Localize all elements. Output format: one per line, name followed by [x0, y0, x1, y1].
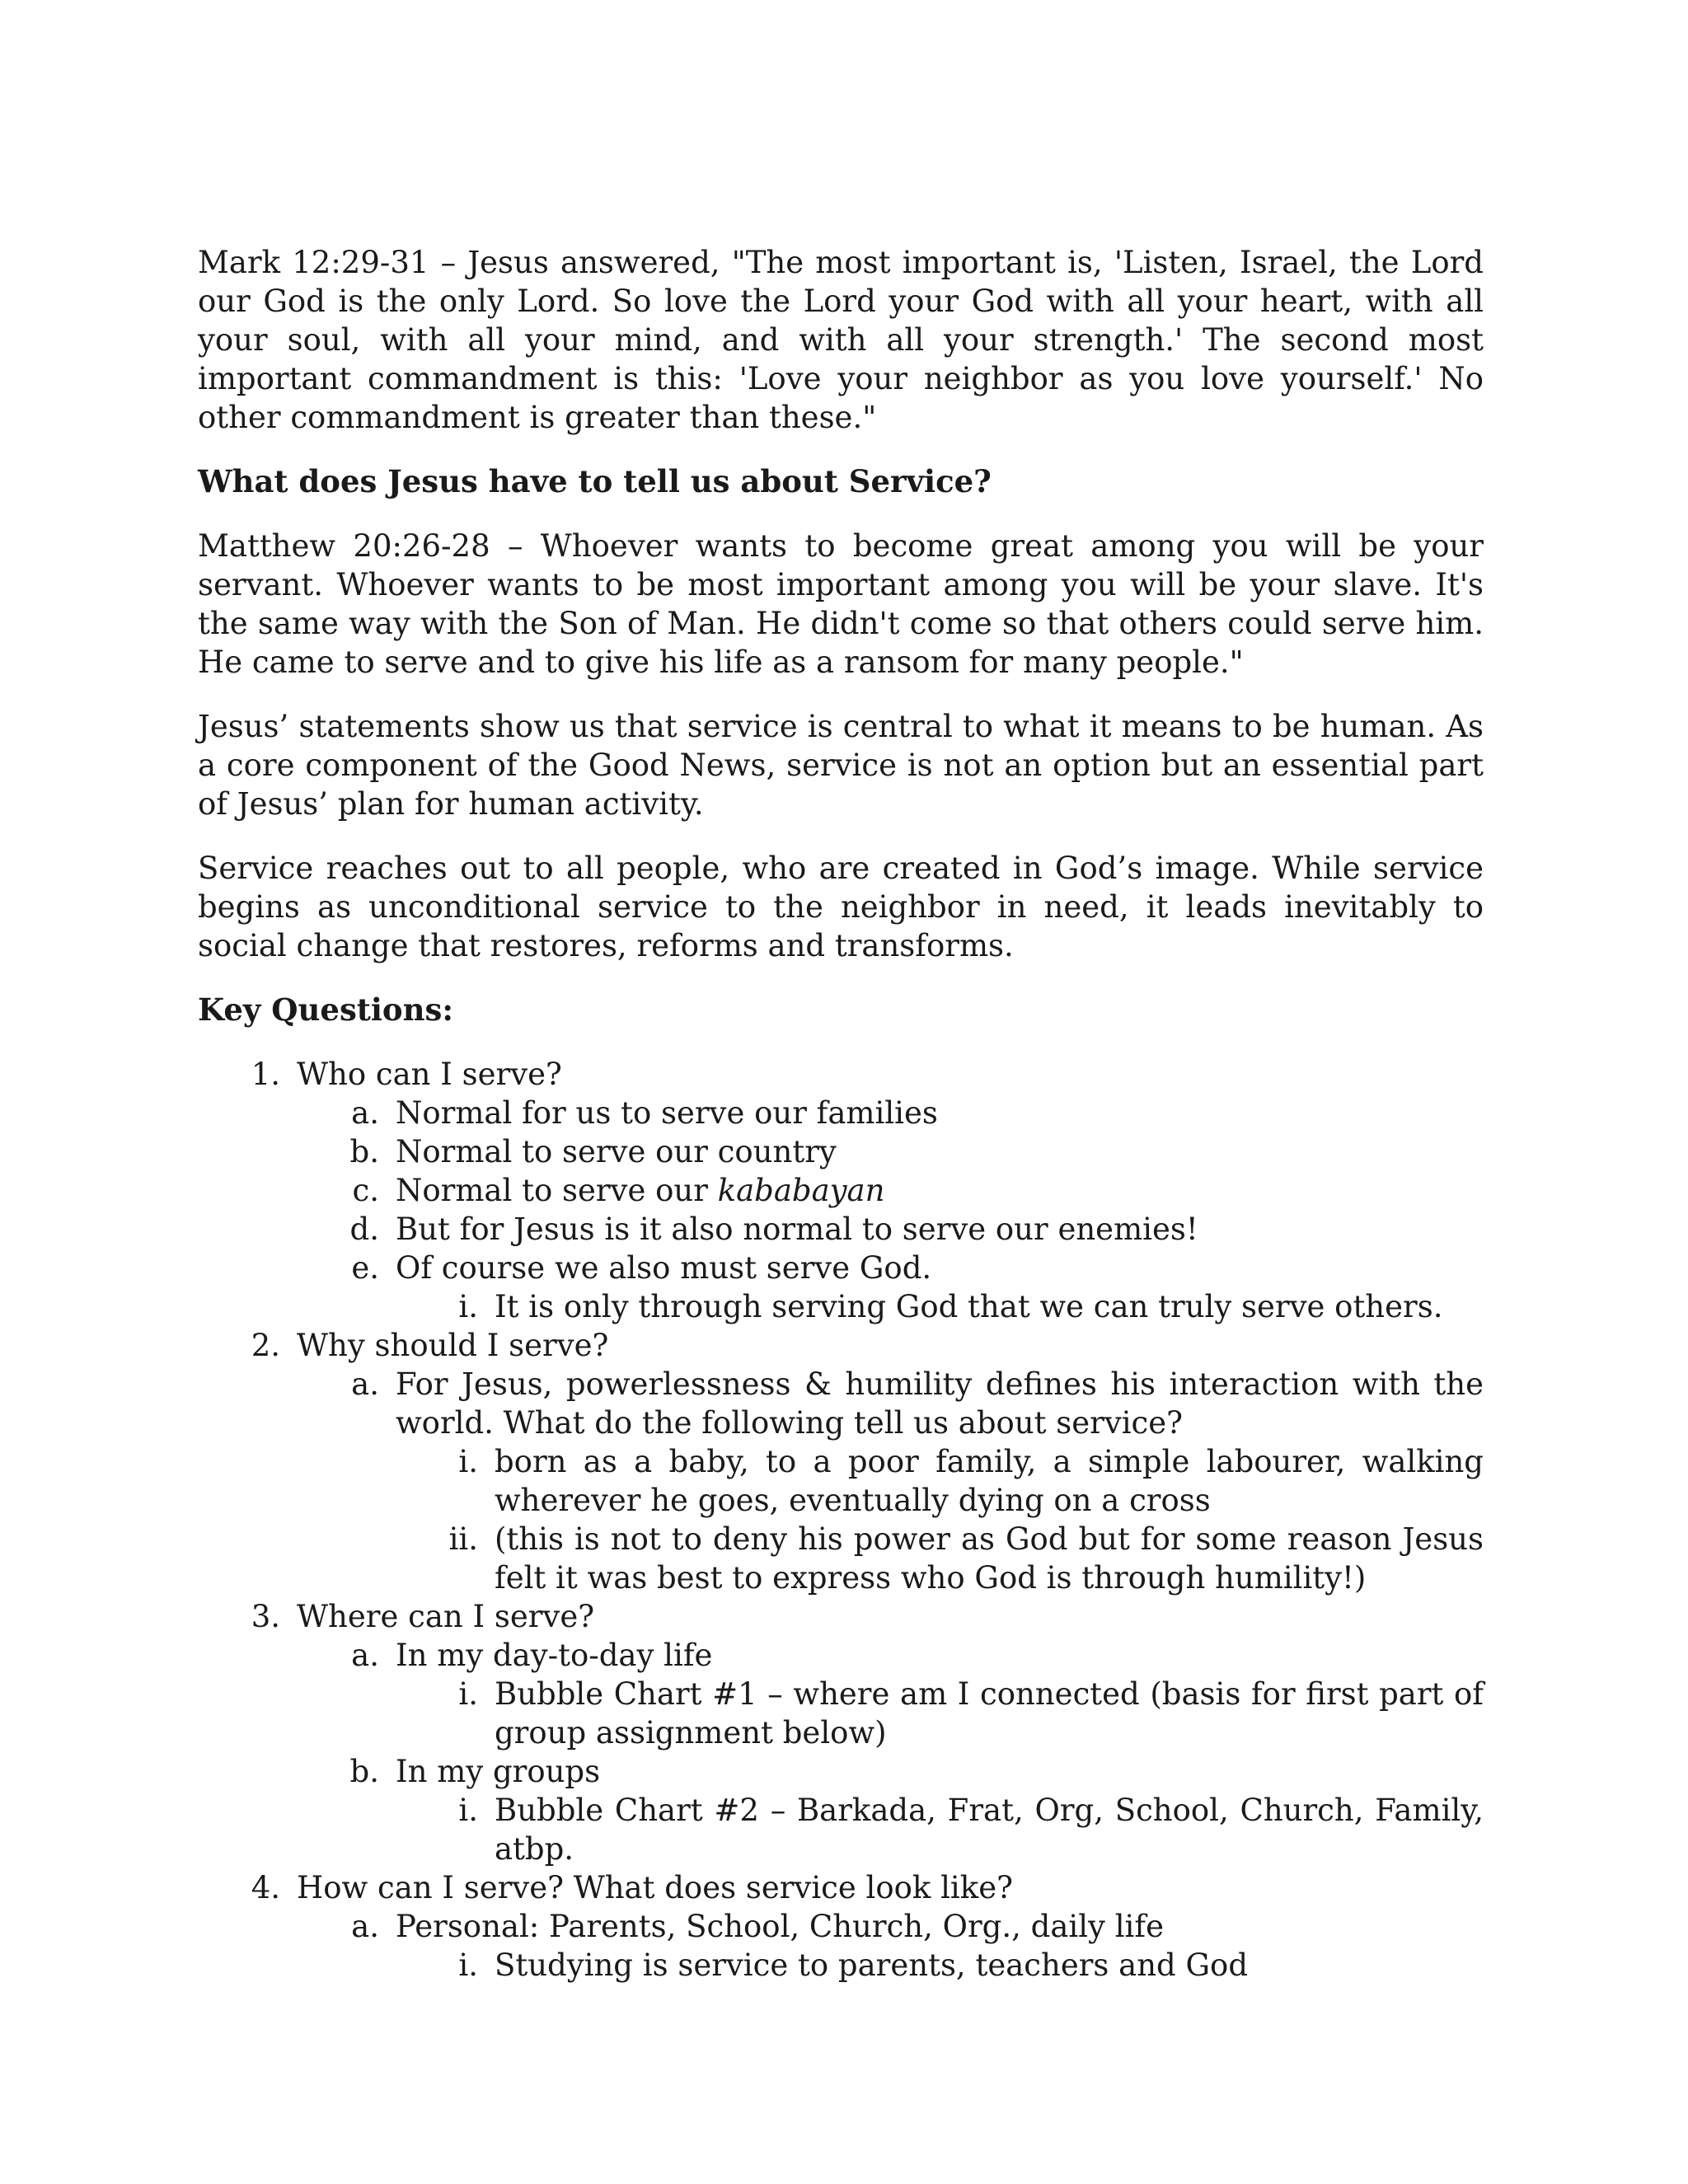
sub-list [297, 1907, 1484, 1985]
key-questions-list [148, 1055, 1484, 1985]
list-marker: b. [349, 1754, 379, 1789]
list-item-text: How can I serve? What does service look like? [297, 1870, 1013, 1905]
list-marker: a. [351, 1366, 379, 1402]
list-marker: i. [458, 1676, 478, 1712]
italic-word: kababayan [717, 1173, 885, 1208]
list-item [351, 1249, 1484, 1326]
list-item [198, 1326, 1484, 1597]
list-item [351, 1636, 1484, 1752]
list-marker: d. [349, 1212, 379, 1247]
list-item-text: In my groups [396, 1754, 601, 1789]
paragraph-service-central: Jesus’ statements show us that service is central to what it means to be human. As a core component of the Good News, service is not an option but an essential part of Jesus’ plan for human activity. [198, 709, 1484, 822]
list-marker: i. [458, 1793, 478, 1828]
list-marker: i. [458, 1947, 478, 1983]
list-item-text: Why should I serve? [297, 1328, 609, 1363]
paragraph-service-reaches: Service reaches out to all people, who are created in God’s image. While service begins as unconditional service to the neighbor in need, it leads inevitably to social change that restores, reforms and transforms. [198, 851, 1484, 963]
list-item [351, 1907, 1484, 1985]
list-item-text: Normal to serve our country [396, 1134, 837, 1169]
paragraph-matthew-verse: Matthew 20:26-28 – Whoever wants to become great among you will be your servant. Whoever wants to be most important among you will be your slave. It's the same way with the Son of Man. He didn't come so that others could serve him. He came to serve and to give his life as a ransom for many people." [198, 528, 1484, 680]
list-item-text: Bubble Chart #2 – Barkada, Frat, Org, School, Church, Family, atbp. [495, 1793, 1484, 1867]
sub-sub-list [396, 1287, 1484, 1326]
list-item-text: Normal to serve our [396, 1173, 718, 1208]
list-item-text: Of course we also must serve God. [396, 1250, 932, 1286]
list-item-text: Studying is service to parents, teachers and God [495, 1947, 1249, 1983]
heading-key-questions: Key Questions: [198, 991, 453, 1028]
sub-list [297, 1365, 1484, 1597]
list-marker: c. [352, 1173, 379, 1208]
list-item [458, 1946, 1484, 1985]
list-marker: e. [351, 1250, 379, 1286]
document-page [198, 243, 1484, 1985]
sub-sub-list [396, 1442, 1484, 1597]
list-item-text: Normal for us to serve our families [396, 1095, 938, 1131]
list-item [458, 1791, 1484, 1868]
list-item-text: Personal: Parents, School, Church, Org., daily life [396, 1909, 1164, 1944]
list-item [349, 1752, 1484, 1868]
list-item-text: born as a baby, to a poor family, a simple labourer, walking wherever he goes, eventually dying on a cross [495, 1444, 1484, 1518]
heading-service: What does Jesus have to tell us about Service? [198, 463, 992, 499]
list-marker: 2. [251, 1328, 280, 1363]
list-marker: a. [351, 1909, 379, 1944]
list-marker: i. [458, 1289, 478, 1324]
list-marker: 1. [251, 1057, 280, 1092]
list-item-text: Who can I serve? [297, 1057, 562, 1092]
list-item [352, 1171, 1484, 1210]
list-item-text: But for Jesus is it also normal to serve our enemies! [396, 1212, 1198, 1247]
list-item-text: It is only through serving God that we can truly serve others. [495, 1289, 1443, 1324]
sub-sub-list [396, 1791, 1484, 1868]
sub-sub-list [396, 1675, 1484, 1752]
list-item-text: In my day-to-day life [396, 1638, 713, 1673]
list-item [349, 1132, 1484, 1171]
list-marker: i. [458, 1444, 478, 1479]
list-item [458, 1442, 1484, 1520]
list-item-text: (this is not to deny his power as God but for some reason Jesus felt it was best to express who God is through humility!) [495, 1521, 1484, 1596]
list-item-text: Where can I serve? [297, 1599, 595, 1634]
list-item-text: For Jesus, powerlessness & humility defines his interaction with the world. What do the following tell us about service? [396, 1366, 1484, 1441]
list-item [198, 1055, 1484, 1326]
list-item [198, 1868, 1484, 1985]
list-item [351, 1365, 1484, 1597]
paragraph-mark-verse: Mark 12:29-31 – Jesus answered, "The most important is, 'Listen, Israel, the Lord our God is the only Lord. So love the Lord your God with all your heart, with all your soul, with all your mind, and with all your strength.' The second most important commandment is this: 'Love your neighbor as you love yourself.' No other commandment is greater than these." [198, 245, 1484, 435]
list-marker: 3. [251, 1599, 280, 1634]
list-marker: a. [351, 1638, 379, 1673]
list-item [351, 1094, 1484, 1132]
sub-list [297, 1094, 1484, 1326]
list-marker: b. [349, 1134, 379, 1169]
list-item [458, 1287, 1484, 1326]
sub-sub-list [396, 1946, 1484, 1985]
sub-list [297, 1636, 1484, 1868]
list-item [198, 1597, 1484, 1868]
list-marker: ii. [448, 1521, 478, 1557]
list-item [458, 1675, 1484, 1752]
list-item-text: Bubble Chart #1 – where am I connected (basis for first part of group assignment below) [495, 1676, 1484, 1750]
list-marker: a. [351, 1095, 379, 1131]
list-item [448, 1520, 1484, 1597]
list-marker: 4. [251, 1870, 280, 1905]
list-item [349, 1210, 1484, 1249]
